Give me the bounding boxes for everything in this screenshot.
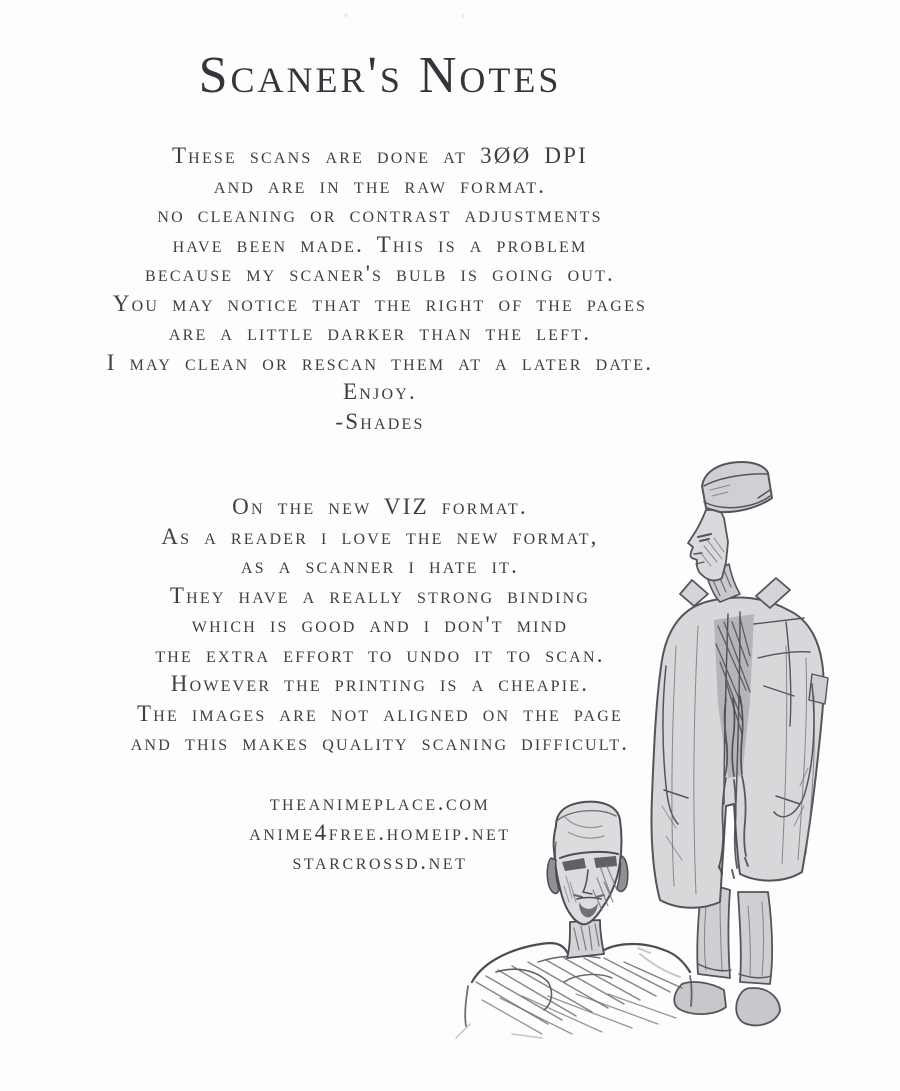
text-line: These scans are done at 3ØØ DPI [171, 143, 589, 168]
text-line: no cleaning or contrast adjustments [157, 202, 603, 227]
page-title: Scaner's Notes [198, 47, 562, 104]
text-line: and this makes quality scaning difficult. [130, 730, 630, 755]
text-line: On the new VIZ format. [232, 494, 528, 519]
text-line: have been made. This is a problem [172, 231, 588, 257]
scan-dust-speck [344, 13, 348, 17]
viz-format-paragraph [70, 492, 690, 758]
text-line: The images are not aligned on the page [136, 700, 624, 726]
text-line: As a reader i love the new format, [161, 523, 599, 549]
text-line: and are in the raw format. [213, 172, 547, 198]
text-line: theanimeplace.com [269, 790, 491, 815]
text-line: are a little darker than the left. [168, 320, 592, 345]
scan-dust-speck [461, 14, 465, 18]
site-links [70, 788, 690, 877]
text-line: as a scanner i hate it. [240, 553, 520, 578]
text-line: Enjoy. [343, 379, 417, 404]
scan-notes-paragraph [70, 141, 690, 436]
text-line: starcrossd.net [292, 849, 468, 874]
text-line: -Shades [335, 408, 425, 434]
text-line: because my scaner's bulb is going out. [144, 261, 616, 286]
text-line: You may notice that the right of the pages [112, 290, 648, 316]
text-line: They have a really strong binding [169, 582, 591, 608]
text-line: the extra effort to undo it to scan. [155, 641, 605, 667]
text-line: I may clean or rescan them at a later date. [106, 349, 654, 375]
text-line: anime4free.homeip.net [249, 819, 511, 845]
text-line: However the printing is a cheapie. [170, 671, 590, 696]
text-line: which is good and i don't mind [191, 612, 569, 637]
